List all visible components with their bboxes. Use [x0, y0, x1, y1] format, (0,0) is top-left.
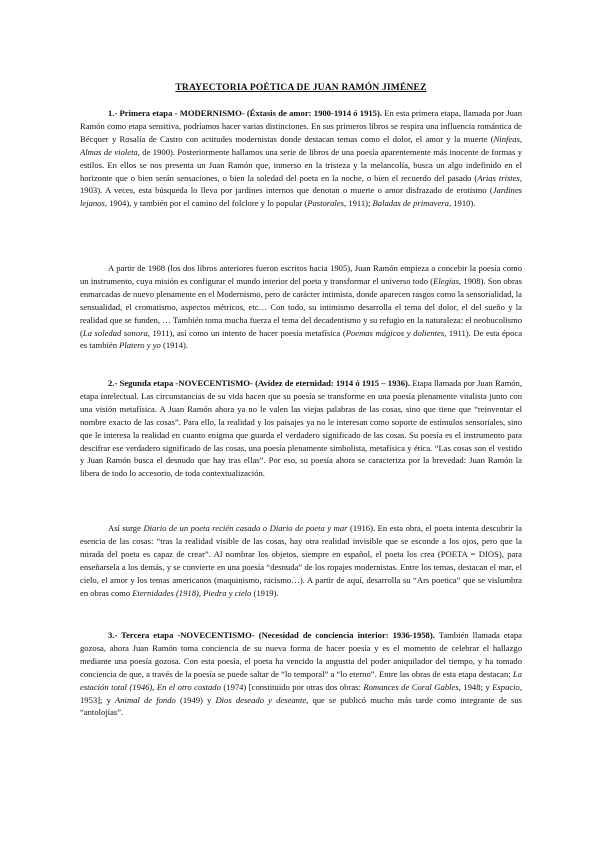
paragraph-second-stage: 2.- Segunda etapa -NOVECENTISMO- (Avidez de eternidad: 1914 ó 1915 – 1936). Etapa llamada por Juan Ramón, etapa intelectual. Las circunstancias de su vida hacen que su poesía se transforme en una poesía plenamente vitalista junto con una visión metafísica. A Juan Ramón ahora ya no le valen las viejas palabras de las cosas, sino que tiene que “reinventar el nombre exacto de las cosas”. Para ello, la realidad y los paisajes ya no le interesan como soporte de estímulos sensoriales, sino que le interesa la realidad en cuanto enigma que guarda el verdadero significado de las cosas. Su poesía es el instrumento para descifrar ese verdadero significado de las cosas, una poesía plenamente simbolista, metafísica y ética. “Las cosas son el vestido y Juan Ramón busca el desnudo que hay tras ellas”. Por eso, su poesía ahora se caracteriza por la brevedad: Juan Ramón la libera de todo lo accesorio, de toda contextualización. — [80, 378, 523, 479]
paragraph-1908: A partir de 1908 (los dos libros anteriores fueron escritos hacia 1905), Juan Ramón empieza a concebir la poesía como un instrumento, cuya misión es configurar el mundo interior del poeta y transformar el universo todo (Elegías, 1908). Son obras enmarcadas de nuevo plenamente en el Modernismo, pero de carácter intimista, donde aparecen rasgos como la sensorialidad, la sensualidad, el cromatismo, aspectos métricos, etc… Con todo, su intimismo desarrolla el tema del dolor, el del sueño y la realidad que se funden, … También toma mucha fuerza el tema del decadentismo y su refugio en la naturaleza: el neobucolismo (La soledad sonora, 1911), así como un intento de hacer poesía metafísica (Poemas mágicos y dolientes, 1911). De esta época es también Platero y yo (1914). — [80, 263, 523, 351]
paragraph-third-stage: 3.- Tercera etapa -NOVECENTISMO- (Necesidad de conciencia interior: 1936-1958). También llamada etapa gozosa, ahora Juan Ramón toma conciencia de su nueva forma de hacer poesía y es el momento de celebrar el hallazgo mediante una poesía gozosa. Con esta poesía, el poeta ha vencido la angustia del poder aniquilador del tiempo, y ha tomado conciencia de que, a través de la poesía se puede saltar de “lo temporal” a “lo eterno”. Entre las obras de esta etapa destacan: La estación total (1946), En el otro costado (1974) [constituido por otras dos obras: Romances de Coral Gables, 1948; y Espacio, 1953]; y Animal de fondo (1949) y Dios deseado y deseante, que se publicó mucho más tarde como integrante de sus “antolojías”. — [80, 630, 523, 718]
section-heading-third-stage: 3.- Tercera etapa -NOVECENTISMO- (Necesidad de conciencia interior: 1936-1958). — [108, 630, 435, 640]
section-heading-first-stage: 1.- Primera etapa - MODERNISMO- (Éxtasis de amor: 1900-1914 ó 1915). — [108, 108, 382, 118]
section-heading-second-stage: 2.- Segunda etapa -NOVECENTISMO- (Avidez de eternidad: 1914 ó 1915 – 1936). — [108, 378, 411, 388]
page-title: TRAYECTORIA POÉTICA DE JUAN RAMÓN JIMÉNEZ — [175, 83, 427, 93]
paragraph-diario: Así surge Diario de un poeta recién casado o Diario de poeta y mar (1916). En esta obra, el poeta intenta descubrir la esencia de las cosas: “tras la realidad visible de las cosas, hay otra realidad invisible que se esconde a los ojos, pero que la mirada del poeta es capaz de crear”. Al nombrar los objetos, siempre en español, el poeta los crea (POETA = DIOS), para enseñarsela a los demás, y se convierte en una poesía “desnuda” de los ropajes modernistas. Entre los temas, destacan el mar, el cielo, el amor y los temas americanos (maquinismo, racismo…). A partir de aquí, desarrolla su “Ars poetica” que se vislumbra en obras como Eternidades (1918), Piedra y cielo (1919). — [80, 523, 522, 598]
paragraph-first-stage: 1.- Primera etapa - MODERNISMO- (Éxtasis de amor: 1900-1914 ó 1915). En esta primera etapa, llamada por Juan Ramón como etapa sensitiva, podríamos hacer varias distinciones. En sus primeros libros se respira una influencia romántica de Bécquer y Rosalía de Castro con actitudes modernistas donde destacan temas como el dolor, el amor y la muerte (Ninfeas, Almas de violeta, de 1900). Posteriormente hallamos una serie de libros de una poesía aparentemente más inocente de formas y estilos. En ellos se nos presenta un Juan Ramón que, inmerso en la tristeza y la melancolía, busca un algo indefinido en el horizonte que o bien serán sensaciones, o bien la soledad del poeta en la noche, o bien el recuerdo del pasado (Arias tristes, 1903). A veces, esta búsqueda lo lleva por jardines internos que denotan o muerte o amor disfrazado de erotismo (Jardines lejanos, 1904), y también por el camino del folclore y lo popular (Pastorales, 1911); Baladas de primavera, 1910). — [80, 108, 523, 209]
